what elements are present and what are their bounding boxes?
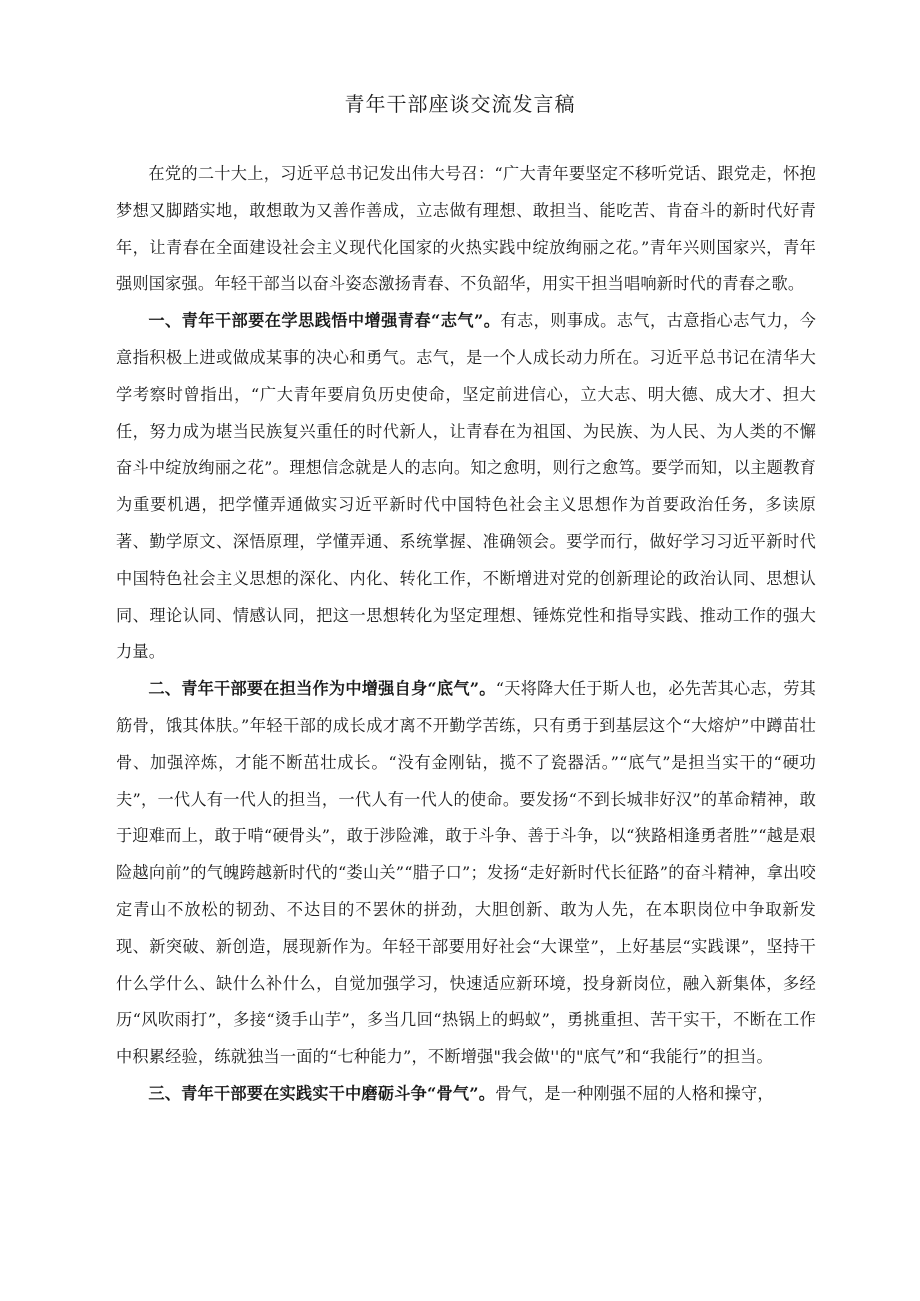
- paragraph-section-1: [116, 303, 816, 671]
- section-heading-1: 一、青年干部要在学思践悟中增强青春“志气”。: [148, 311, 501, 331]
- section-heading-2: 二、青年干部要在担当作为中增强自身“底气”。: [148, 679, 496, 699]
- paragraph-text: 有志，则事成。志气，古意指心志气力，今意指积极上进或做成某事的决心和勇气。志气，是一个人成长动力所在。习近平总书记在清华大学考察时曾指出，“广大青年要肩负历史使命，坚定前进信心，立大志、明大德、成大才、担大任，努力成为堪当民族复兴重任的时代新人，让青春在为祖国、为民族、为人民、为人类的不懈奋斗中绽放绚丽之花”。理想信念就是人的志向。知之愈明，则行之愈笃。要学而知，以主题教育为重要机遇，把学懂弄通做实习近平新时代中国特色社会主义思想作为首要政治任务，多读原著、勤学原文、深悟原理，学懂弄通、系统掌握、准确领会。要学而行，做好学习习近平新时代中国特色社会主义思想的深化、内化、转化工作，不断增进对党的创新理论的政治认同、思想认同、理论认同、情感认同，把这一思想转化为坚定理想、锤炼党性和指导实践、推动工作的强大力量。: [116, 311, 816, 662]
- paragraph-text: 在党的二十大上，习近平总书记发出伟大号召：“广大青年要坚定不移听党话、跟党走，怀抱梦想又脚踏实地，敢想敢为又善作善成，立志做有理想、敢担当、能吃苦、肯奋斗的新时代好青年，让青春在全面建设社会主义现代化国家的火热实践中绽放绚丽之花。”青年兴则国家兴，青年强则国家强。年轻干部当以奋斗姿态激扬青春、不负韶华，用实干担当唱响新时代的青春之歌。: [116, 164, 816, 294]
- paragraph-section-2: [116, 671, 816, 1076]
- paragraph-section-3: [116, 1076, 816, 1113]
- document-title: 青年干部座谈交流发言稿: [344, 92, 576, 116]
- section-heading-3: 三、青年干部要在实践实干中磨砺斗争“骨气”。: [148, 1083, 496, 1103]
- paragraph-intro: [116, 156, 816, 303]
- paragraph-text: “天将降大任于斯人也，必先苦其心志，劳其筋骨，饿其体肤。”年轻干部的成长成才离不开勤学苦练，只有勇于到基层这个“大熔炉”中蹲苗壮骨、加强淬炼，才能不断茁壮成长。“没有金刚钻，揽不了瓷器活。”“底气”是担当实干的“硬功夫”，一代人有一代人的担当，一代人有一代人的使命。要发扬“不到长城非好汉”的革命精神，敢于迎难而上，敢于啃“硬骨头”，敢于涉险滩，敢于斗争、善于斗争，以“狭路相逢勇者胜”“越是艰险越向前”的气魄跨越新时代的“娄山关”“腊子口”；发扬“走好新时代长征路”的奋斗精神，拿出咬定青山不放松的韧劲、不达目的不罢休的拼劲，大胆创新、敢为人先，在本职岗位中争取新发现、新突破、新创造，展现新作为。年轻干部要用好社会“大课堂”，上好基层“实践课”，坚持干什么学什么、缺什么补什么，自觉加强学习，快速适应新环境，投身新岗位，融入新集体，多经历“风吹雨打”，多接“烫手山芋”，多当几回“热锅上的蚂蚁”，勇挑重担、苦干实干，不断在工作中积累经验，练就独当一面的“七种能力”，不断增强"我会做''的"底气”和“我能行”的担当。: [116, 679, 816, 1067]
- document-body: [116, 156, 816, 1113]
- paragraph-text: 骨气，是一种刚强不屈的人格和操守，: [495, 1083, 774, 1103]
